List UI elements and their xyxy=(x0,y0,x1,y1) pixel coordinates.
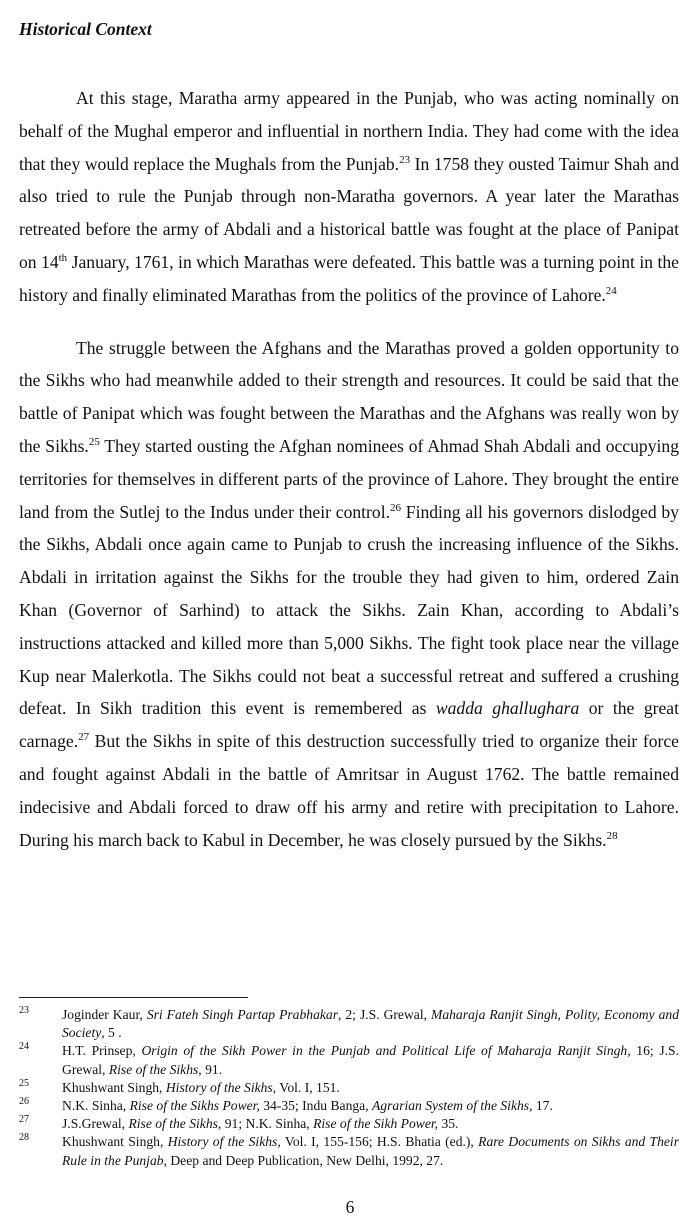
footnote-text xyxy=(62,1080,340,1095)
italic-text: History of the Sikhs xyxy=(165,1079,273,1095)
text-run: 35. xyxy=(438,1116,459,1132)
text-run: , 5 . xyxy=(101,1025,122,1041)
text-run: , Deep and Deep Publication, New Delhi, 1992, 27. xyxy=(163,1152,444,1168)
footnote xyxy=(19,1042,679,1078)
text-run: N.K. Sinha, xyxy=(62,1098,130,1114)
italic-text: Sri Fateh Singh Partap Prabhakar xyxy=(146,1007,338,1022)
footnote-number: 26 xyxy=(19,1096,29,1108)
page-header: Historical Context xyxy=(19,19,152,39)
footnote-ref: 25 xyxy=(88,435,100,448)
italic-text: Rise of the Sikhs Power, xyxy=(129,1098,260,1114)
footnote-number: 27 xyxy=(19,1114,29,1126)
text-run: 91; N.K. Sinha, xyxy=(221,1116,314,1132)
footnote-number: 24 xyxy=(19,1041,29,1053)
footnote-text xyxy=(62,1134,679,1167)
text-run: or the great carnage. xyxy=(19,698,679,752)
text-run: Joginder Kaur, xyxy=(62,1007,147,1022)
italic-text: Origin of the Sikh Power in the Punjab and Political Life of Maharaja Ranjit Singh xyxy=(141,1043,628,1059)
footnote-ref: 27 xyxy=(78,731,90,743)
footnote-text xyxy=(62,1007,679,1040)
footnote-ref: 24 xyxy=(605,284,617,297)
footnote-ref: th xyxy=(58,251,68,264)
italic-text: Rise of the Sikhs xyxy=(108,1061,199,1077)
footnote-number: 23 xyxy=(19,1005,29,1016)
text-run: The struggle between the Afghans and the Marathas proved a golden opportunity to the Sikhs who had meanwhile added to their strength and resources. It could be said that the battle of Panipat which was fought between the Marathas and the Afghans was really won by the Sikhs. xyxy=(19,337,679,456)
text-run: Khushwant Singh, xyxy=(62,1134,168,1150)
body-text xyxy=(19,82,679,856)
footnote-ref: 26 xyxy=(390,501,401,514)
text-run: Khushwant Singh, xyxy=(62,1079,166,1095)
text-run: At this stage, Maratha army appeared in the Punjab, who was acting nominally on behalf of the Mughal emperor and influential in northern India. They had come with the idea that they would replace the Mughals from the Punjab. xyxy=(19,88,679,174)
text-run: , 2; J.S. Grewal, xyxy=(338,1007,431,1022)
text-run: 17. xyxy=(532,1098,553,1114)
page-number: 6 xyxy=(345,1197,355,1217)
footnote xyxy=(19,1115,679,1133)
italic-text: Agrarian System of the Sikhs, xyxy=(372,1098,533,1114)
text-run: They started ousting the Afghan nominees of Ahmad Shah Abdali and occupying territories for themselves in different parts of the province of Lahore. They brought the entire land from the Sutlej to the Indus under their control. xyxy=(19,435,679,522)
footnote-number: 25 xyxy=(19,1077,29,1089)
footnote-number: 28 xyxy=(19,1132,29,1144)
italic-text: Rise of the Sikhs, xyxy=(128,1116,222,1132)
text-run: 34-35; Indu Banga, xyxy=(259,1098,372,1114)
paragraph xyxy=(19,332,679,857)
paragraph xyxy=(19,82,679,312)
footnote xyxy=(19,1079,679,1097)
text-run: , Vol. I, 155-156; H.S. Bhatia (ed.), xyxy=(277,1134,479,1150)
text-run: J.S.Grewal, xyxy=(62,1116,129,1132)
text-run: , Vol. I, 151. xyxy=(272,1079,340,1095)
text-run: , 16; J.S. Grewal, xyxy=(62,1043,679,1077)
text-run: , 91. xyxy=(198,1061,223,1077)
italic-text: Rise of the Sikh Power, xyxy=(313,1116,439,1132)
text-run: H.T. Prinsep, xyxy=(62,1043,142,1059)
text-run: Finding all his governors dislodged by the Sikhs, Abdali once again came to Punjab to crush the increasing influence of the Sikhs. Abdali in irritation against the Sikhs for the trouble they had given to him, ordered Zain Khan (Governor of Sarhind) to attack the Sikhs. Zain Khan, according to Abdali’s instructions attacked and killed more than 5,000 Sikhs. The fight took place near the village Kup near Malerkotla. The Sikhs could not beat a successful retreat and suffered a crushing defeat. In Sikh tradition this event is remembered as xyxy=(19,501,679,719)
footnote xyxy=(19,1097,679,1115)
footnote-ref: 23 xyxy=(399,153,411,166)
footnote-divider xyxy=(19,997,248,998)
footnote-text xyxy=(62,1116,458,1131)
footnote-ref: 28 xyxy=(606,829,618,842)
footnote-text xyxy=(62,1043,679,1076)
italic-text: wadda ghallughara xyxy=(435,698,580,719)
italic-text: Maharaja Ranjit Singh, Polity, Economy and Society xyxy=(62,1007,680,1041)
footnote xyxy=(19,1006,679,1042)
text-run: In 1758 they ousted Taimur Shah and also tried to rule the Punjab through non-Maratha governors. A year later the Marathas retreated before the army of Abdali and a historical battle was fought at the place of Panipat on 14 xyxy=(19,153,679,272)
text-run: January, 1761, in which Marathas were defeated. This battle was a turning point in the history and finally eliminated Marathas from the politics of the province of Lahore. xyxy=(19,251,679,305)
footnotes xyxy=(19,1006,679,1170)
footnote-text xyxy=(62,1098,553,1113)
italic-text: Rare Documents on Sikhs and Their Rule in the Punjab xyxy=(62,1134,679,1168)
italic-text: History of the Sikhs xyxy=(167,1134,278,1150)
footnote xyxy=(19,1133,679,1169)
text-run: But the Sikhs in spite of this destruction successfully tried to organize their force and fought against Abdali in the battle of Amritsar in August 1762. The battle remained indecisive and Abdali forced to draw off his army and retire with precipitation to Lahore. During his march back to Kabul in December, he was closely pursued by the Sikhs. xyxy=(19,731,679,850)
